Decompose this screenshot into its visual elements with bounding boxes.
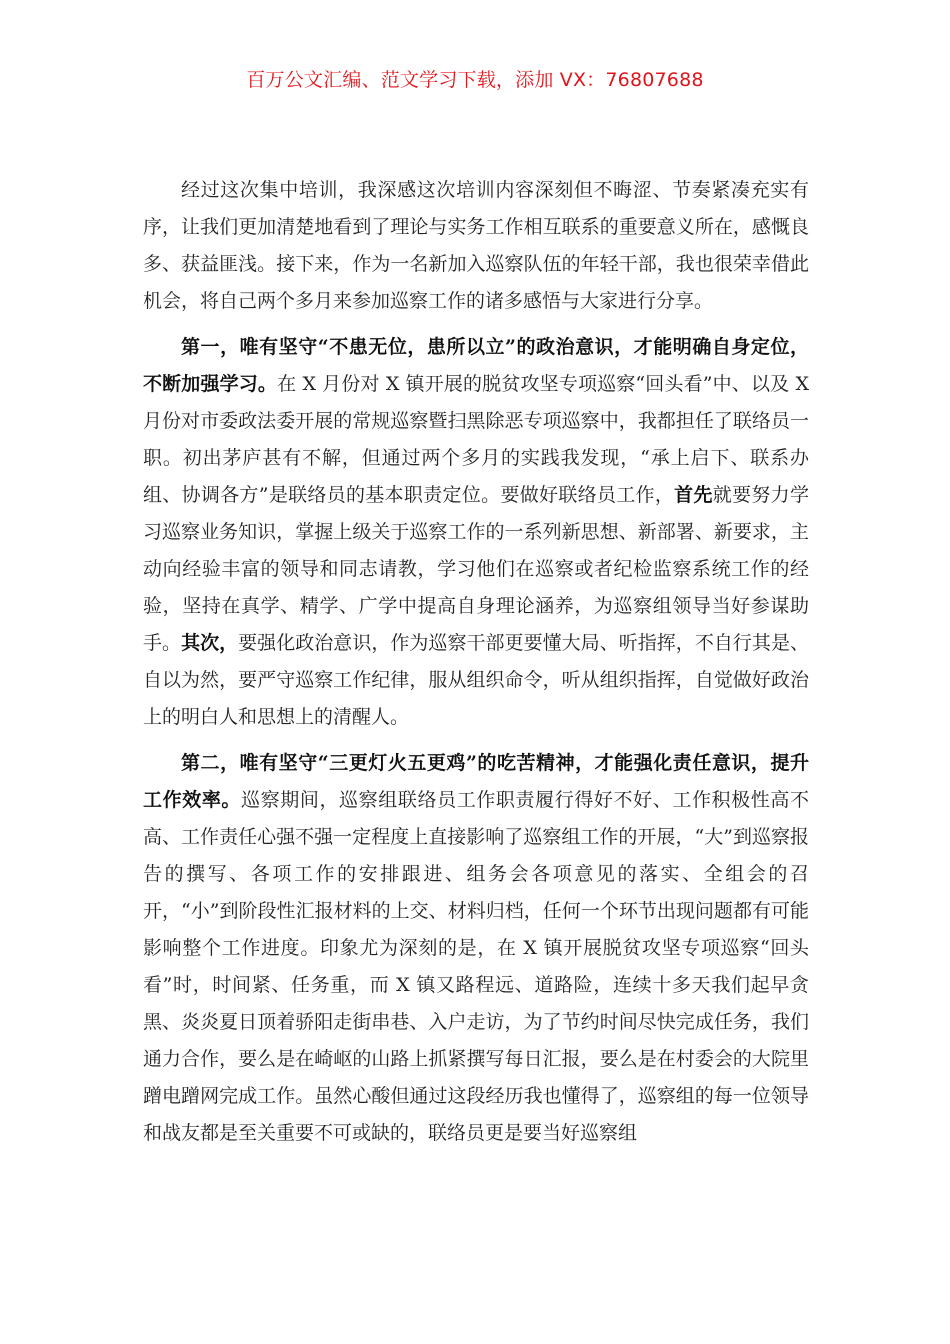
paragraph-second-point	[143, 745, 809, 1152]
paragraph-text: 在 X 月份对 X 镇开展的脱贫攻坚专项巡察“回头看”中、以及 X 月份对市委政法委开展的常规巡察暨扫黑除恶专项巡察中，我都担任了联络员一职。初出茅庐甚有不解，但通过两个多月的实践我发现，“承上启下、联系办组、协调各方”是联络员的基本职责定位。要做好联络员工作，	[143, 373, 809, 506]
paragraph-text: 要强化政治意识，作为巡察干部更要懂大局、听指挥，不自行其是、自以为然，要严守巡察工作纪律，服从组织命令，听从组织指挥，自觉做好政治上的明白人和思想上的清醒人。	[143, 632, 809, 728]
document-body	[143, 172, 809, 1152]
emphasis-second: 其次，	[181, 632, 239, 654]
point-heading: 第一，唯有坚守“不患无位，患所以立”的政治意识，才能明确自身定位，不断加强学习。	[143, 336, 809, 395]
header-watermark-text: 百万公文汇编、范文学习下载，添加 VX：76807688	[246, 69, 704, 91]
paragraph-intro	[143, 172, 809, 320]
paragraph-text: 巡察期间，巡察组联络员工作职责履行得好不好、工作积极性高不高、工作责任心强不强一定程度上直接影响了巡察组工作的开展，“大”到巡察报告的撰写、各项工作的安排跟进、组务会各项意见的落实、全组会的召开，“小”到阶段性汇报材料的上交、材料归档，任何一个环节出现问题都有可能影响整个工作进度。印象尤为深刻的是，在 X 镇开展脱贫攻坚专项巡察“回头看”时，时间紧、任务重，而 X 镇又路程远、道路险，连续十多天我们起早贪黑、炎炎夏日顶着骄阳走街串巷、入户走访，为了节约时间尽快完成任务，我们通力合作，要么是在崎岖的山路上抓紧撰写每日汇报，要么是在村委会的大院里蹭电蹭网完成工作。虽然心酸但通过这段经历我也懂得了，巡察组的每一位领导和战友都是至关重要不可或缺的，联络员更是要当好巡察组	[143, 789, 809, 1144]
emphasis-first: 首先	[674, 484, 713, 506]
point-heading: 第二，唯有坚守“三更灯火五更鸡”的吃苦精神，才能强化责任意识，提升工作效率。	[143, 752, 809, 811]
paragraph-text: 经过这次集中培训，我深感这次培训内容深刻但不晦涩、节奏紧凑充实有序，让我们更加清楚地看到了理论与实务工作相互联系的重要意义所在，感慨良多、获益匪浅。接下来，作为一名新加入巡察队伍的年轻干部，我也很荣幸借此机会，将自己两个多月来参加巡察工作的诸多感悟与大家进行分享。	[143, 179, 809, 312]
paragraph-text: 就要努力学习巡察业务知识，掌握上级关于巡察工作的一系列新思想、新部署、新要求，主动向经验丰富的领导和同志请教，学习他们在巡察或者纪检监察系统工作的经验，坚持在真学、精学、广学中提高自身理论涵养，为巡察组领导当好参谋助手。	[143, 484, 809, 654]
paragraph-first-point	[143, 329, 809, 736]
